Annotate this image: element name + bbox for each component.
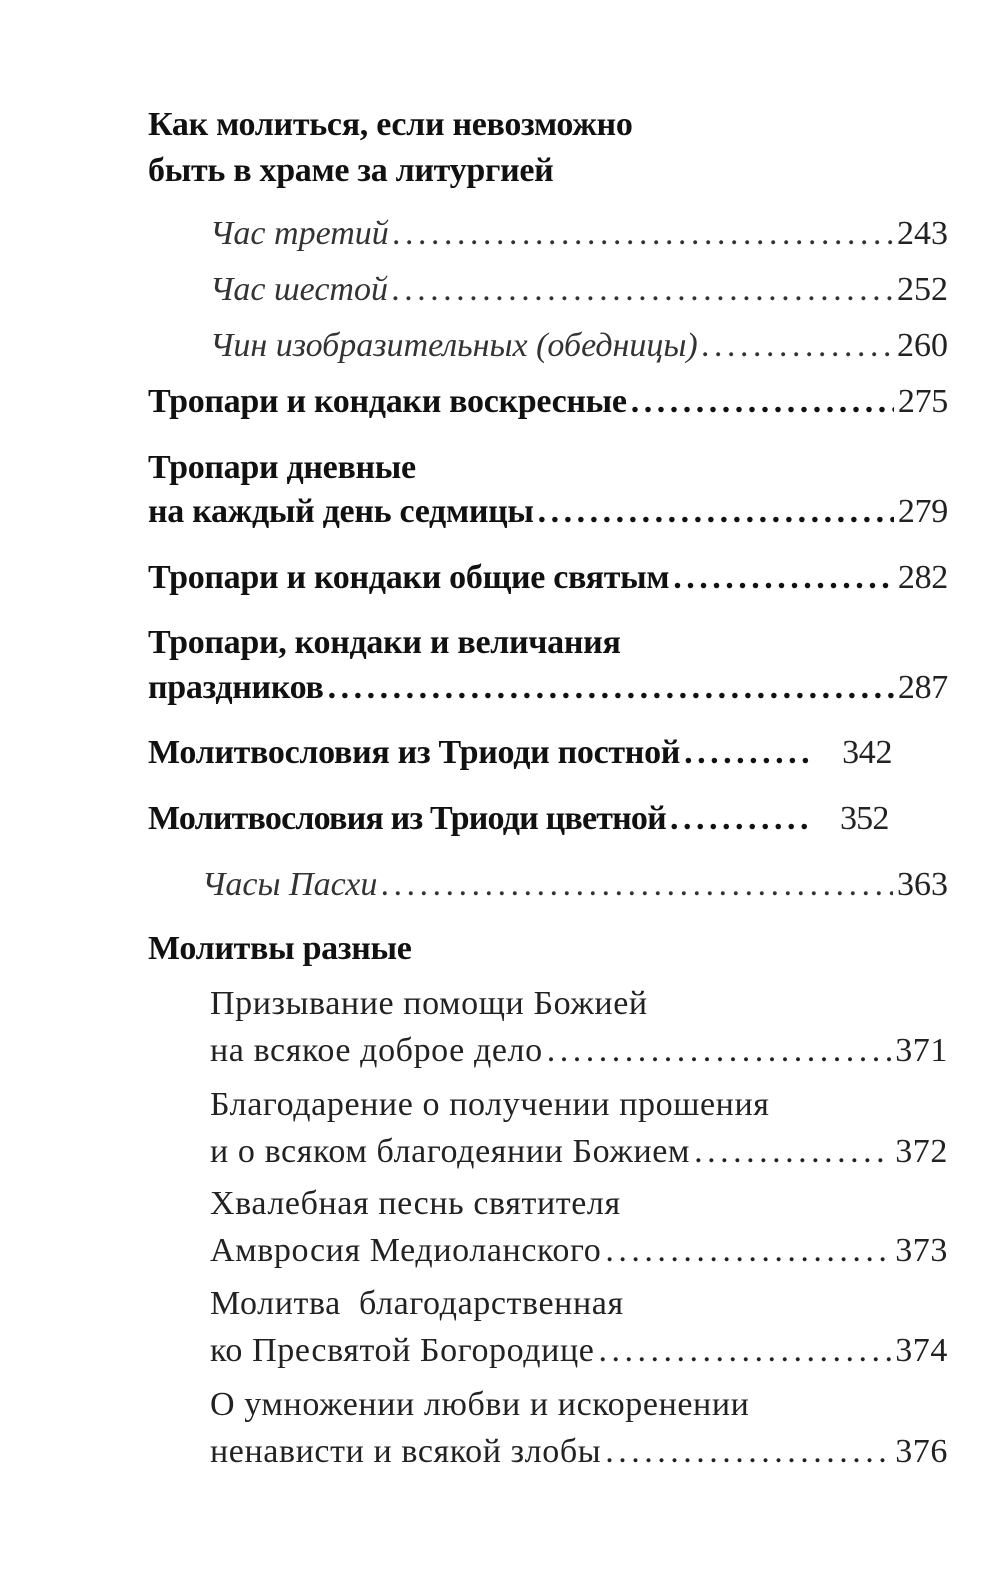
dot-leader <box>392 271 893 309</box>
toc-page-number: 371 <box>895 1032 948 1069</box>
dot-leader <box>547 1032 891 1070</box>
toc-entry-line1[interactable] <box>148 624 948 662</box>
toc-entry[interactable] <box>210 215 948 253</box>
toc-entry-line1[interactable] <box>210 1285 948 1323</box>
toc-page-number: 287 <box>897 669 948 706</box>
toc-entry-title: ненависти и всякой злобы <box>210 1433 602 1470</box>
dot-leader <box>328 669 894 707</box>
toc-entry[interactable] <box>210 1232 948 1270</box>
toc-entry[interactable] <box>148 669 948 707</box>
toc-entry[interactable] <box>210 1332 948 1370</box>
toc-page-number: 376 <box>895 1433 948 1470</box>
toc-page-number: 373 <box>895 1232 948 1269</box>
toc-entry-title: на всякое доброе дело <box>210 1032 543 1069</box>
toc-entry-title: ко Пресвятой Богородице <box>210 1332 595 1369</box>
toc-entry-title: Молитва благодарственная <box>210 1285 624 1322</box>
toc-section-heading <box>148 930 948 968</box>
dot-leader <box>631 383 894 421</box>
toc-entry[interactable] <box>210 271 948 309</box>
dot-leader <box>393 215 893 253</box>
toc-entry[interactable] <box>148 383 948 421</box>
toc-entry[interactable] <box>148 559 948 597</box>
toc-entry-title: Хвалебная песнь святителя <box>210 1185 621 1222</box>
toc-page-number: 260 <box>897 327 948 364</box>
toc-page-number: 252 <box>897 271 948 308</box>
toc-entry[interactable] <box>210 1032 948 1070</box>
dot-leader <box>673 559 894 597</box>
dot-leader <box>598 1332 891 1370</box>
toc-entry-title: Молитвословия из Триоди цветной <box>148 800 666 837</box>
toc-entry-title: Благодарение о получении прошения <box>210 1086 770 1123</box>
toc-entry-title: Как молиться, если невозможно <box>148 106 633 143</box>
toc-page-number: 279 <box>897 493 948 530</box>
toc-entry-line1[interactable] <box>210 1185 948 1223</box>
dot-leader <box>670 800 810 838</box>
dot-leader <box>605 1232 891 1270</box>
toc-entry-title: на каждый день седмицы <box>148 493 534 530</box>
toc-entry-title: Часы Пасхи <box>202 866 378 903</box>
toc-page-number: 275 <box>897 383 948 420</box>
toc-entry-title: Тропари, кондаки и величания <box>148 624 621 661</box>
toc-entry-title: Чин изобразительных (обедницы) <box>210 327 698 364</box>
toc-page-number: 282 <box>897 559 948 596</box>
toc-entry-line1[interactable] <box>210 985 948 1023</box>
toc-entry[interactable] <box>210 327 948 365</box>
toc-page-number: 372 <box>895 1133 948 1170</box>
toc-entry-title: Молитвы разные <box>148 930 412 967</box>
toc-heading-line <box>148 152 948 190</box>
dot-leader <box>605 1433 891 1471</box>
toc-page-number: 363 <box>897 866 948 903</box>
toc-entry[interactable] <box>210 1133 948 1171</box>
toc-entry-title: Час третий <box>210 215 389 252</box>
dot-leader <box>694 1133 891 1171</box>
toc-entry-line1[interactable] <box>210 1386 948 1424</box>
toc-entry-title: Час шестой <box>210 271 388 308</box>
toc-entry-title: Тропари и кондаки общие святым <box>148 559 670 596</box>
toc-entry-title: Призывание помощи Божией <box>210 985 648 1022</box>
toc-entry-title: Тропари дневные <box>148 449 416 486</box>
toc-entry-title: Амвросия Медиоланского <box>210 1232 602 1269</box>
toc-entry-title: Тропари и кондаки воскресные <box>148 383 627 420</box>
toc-entry[interactable] <box>148 734 948 772</box>
toc-entry-line1[interactable] <box>148 449 948 487</box>
toc-page-number: 342 <box>842 734 893 771</box>
toc-heading-line <box>148 106 948 144</box>
dot-leader <box>702 327 893 365</box>
toc-page-number: 243 <box>897 215 948 252</box>
toc-entry-line1[interactable] <box>210 1086 948 1124</box>
toc-entry-title: Молитвословия из Триоди постной <box>148 734 681 771</box>
dot-leader <box>381 866 893 904</box>
toc-entry-title: О умножении любви и искоренении <box>210 1386 750 1423</box>
toc-entry[interactable] <box>202 866 948 904</box>
dot-leader <box>538 493 894 531</box>
dot-leader <box>684 734 812 772</box>
toc-entry[interactable] <box>148 493 948 531</box>
toc-entry[interactable] <box>148 800 948 838</box>
toc-page-number: 352 <box>839 800 889 837</box>
toc-page-number: 374 <box>895 1332 948 1369</box>
toc-entry-title: и о всяком благодеянии Божием <box>210 1133 691 1170</box>
toc-entry-title: быть в храме за литургией <box>148 152 554 189</box>
toc-entry-title: праздников <box>148 669 324 706</box>
toc-entry[interactable] <box>210 1433 948 1471</box>
